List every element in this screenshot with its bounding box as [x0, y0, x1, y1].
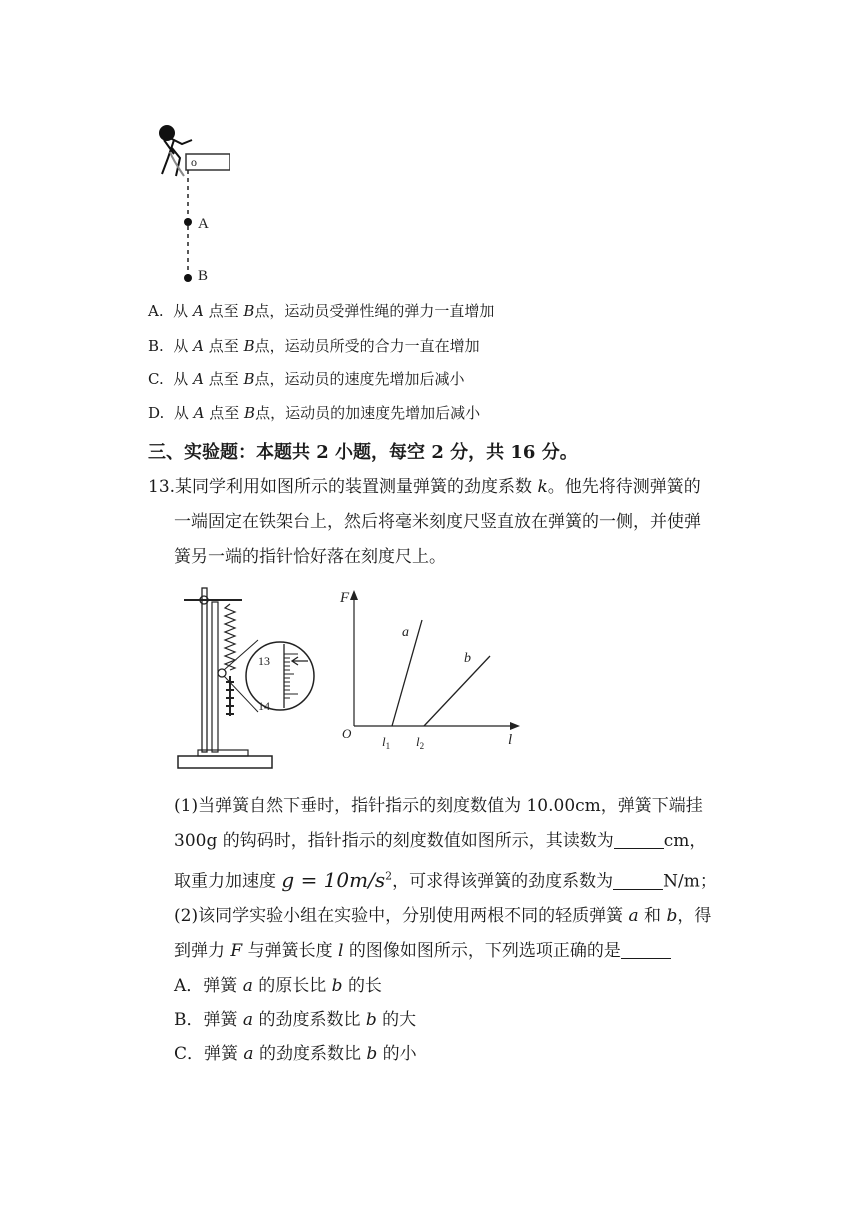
spring-apparatus-figure: [172, 584, 322, 774]
bungee-figure: [150, 118, 230, 290]
q13-line-1: [148, 475, 701, 499]
option-var: B: [243, 337, 255, 355]
ruler: [212, 602, 218, 752]
magnified-circle: [246, 642, 314, 710]
option-text: 点至: [209, 404, 240, 422]
stand-base: [178, 756, 272, 768]
q13-var-k: k: [537, 477, 548, 497]
line-a-label: a: [402, 625, 409, 640]
force-length-graph: [336, 586, 526, 756]
label-o: o: [191, 155, 197, 169]
p2-var: b: [666, 906, 678, 926]
pointer-ring: [218, 669, 226, 677]
option-c: [148, 368, 465, 390]
p1-line-2: [174, 829, 706, 853]
spring-coil: [225, 604, 235, 670]
choice-text: 的原长比: [258, 976, 327, 996]
option-text: 点，运动员受弹性绳的弹力一直增加: [254, 302, 495, 320]
option-var: A: [192, 302, 204, 320]
choice-text: 的劲度系数比: [258, 1010, 361, 1030]
choice-b: [174, 1008, 416, 1032]
line-b-label: b: [464, 651, 471, 666]
p2-line-2: [174, 939, 671, 963]
p2-var: l: [338, 941, 344, 961]
option-var: A: [193, 337, 204, 355]
gravity-formula: [281, 868, 392, 892]
l-axis-label: l: [508, 732, 513, 748]
answer-blank-choice[interactable]: [621, 940, 671, 959]
p1-line-1: (1)当弹簧自然下垂时，指针指示的刻度数值为 10.00cm，弹簧下端挂: [174, 796, 703, 816]
p2-text: ，得: [677, 906, 712, 926]
choice-text: A．弹簧: [174, 976, 238, 996]
p1-text: cm，: [663, 831, 707, 851]
p1-text: 300g 的钩码时，指针指示的刻度数值如图所示，其读数为: [174, 831, 614, 851]
choice-text: 的长: [347, 976, 382, 996]
q13-text: 13.某同学利用如图所示的装置测量弹簧的劲度系数: [148, 477, 533, 497]
p2-text: 的图像如图所示，下列选项正确的是: [348, 941, 621, 961]
y-axis-arrow: [350, 590, 358, 600]
option-d: [148, 402, 480, 424]
line-b: [424, 656, 490, 726]
choice-text: 的大: [382, 1010, 417, 1030]
p2-var: a: [628, 906, 639, 926]
stand-foot: [198, 750, 248, 756]
choice-var: a: [243, 1044, 254, 1064]
choice-text: 的劲度系数比: [258, 1044, 361, 1064]
option-letter: A.: [148, 302, 164, 320]
option-text: 点，运动员所受的合力一直在增加: [254, 337, 480, 355]
point-a-dot: [184, 218, 192, 226]
option-letter: D.: [148, 404, 165, 422]
p1-text: 取重力加速度: [174, 871, 276, 892]
q13-text: 。他先将待测弹簧的: [547, 477, 701, 497]
x-axis-arrow: [510, 722, 520, 730]
choice-text: 的小: [382, 1044, 417, 1064]
choice-a: [174, 974, 382, 998]
option-var: A: [193, 404, 205, 422]
p2-text: 与弹簧长度: [247, 941, 333, 961]
choice-text: B．弹簧: [174, 1010, 238, 1030]
choice-var: a: [242, 1010, 254, 1030]
option-text: 点，运动员的速度先增加后减小: [254, 370, 465, 388]
p2-text: 到弹力: [174, 941, 225, 961]
choice-var: a: [242, 976, 253, 996]
option-a: [148, 300, 494, 322]
option-text: 从: [173, 337, 189, 355]
l2-label: $l_2$: [416, 734, 425, 751]
option-letter: B.: [148, 337, 164, 355]
p1-text: ，可求得该弹簧的劲度系数为: [392, 871, 614, 892]
choice-c: [174, 1042, 417, 1066]
f-axis-label: F: [340, 590, 350, 606]
option-var: B: [243, 302, 255, 320]
option-text: 从: [173, 370, 189, 388]
formula-exponent: 2: [385, 869, 393, 882]
option-text: 点至: [208, 370, 239, 388]
answer-blank-reading[interactable]: [614, 830, 664, 849]
choice-var: b: [331, 976, 343, 996]
option-b: [148, 335, 480, 357]
q13-line-2: 一端固定在铁架台上，然后将毫米刻度尺竖直放在弹簧的一侧，并使弹: [174, 512, 701, 532]
choice-text: C．弹簧: [174, 1044, 239, 1064]
option-text: 点至: [208, 337, 239, 355]
option-var: B: [243, 370, 255, 388]
p2-text: 和: [644, 906, 662, 926]
stand-pole: [202, 588, 207, 752]
formula-text: g = 10m/s: [281, 867, 386, 892]
section-heading: 三、实验题：本题共 2 小题，每空 2 分，共 16 分。: [148, 442, 578, 463]
option-letter: C.: [148, 370, 164, 388]
point-b-dot: [184, 274, 192, 282]
option-text: 点，运动员的加速度先增加后减小: [255, 404, 481, 422]
scale-label-14: 14: [258, 699, 270, 713]
option-text: 从: [173, 404, 189, 422]
p1-line-3: [174, 864, 717, 894]
option-text: 从: [173, 302, 189, 320]
scale-label-13: 13: [258, 654, 270, 668]
choice-var: b: [366, 1044, 378, 1064]
label-b: B: [198, 268, 209, 284]
p1-text: N/m；: [663, 871, 717, 892]
label-a: A: [198, 216, 209, 232]
choice-var: b: [365, 1010, 377, 1030]
option-text: 点至: [208, 302, 239, 320]
q13-line-3: 簧另一端的指针恰好落在刻度尺上。: [174, 547, 446, 567]
option-var: A: [193, 370, 204, 388]
answer-blank-k[interactable]: [613, 871, 663, 890]
option-var: B: [244, 404, 256, 422]
p2-text: (2)该同学实验小组在实验中，分别使用两根不同的轻质弹簧: [174, 906, 624, 926]
origin-label: O: [342, 726, 352, 741]
l1-label: $l_1$: [382, 734, 391, 751]
p2-line-1: [174, 904, 711, 928]
p2-var: F: [230, 941, 243, 961]
